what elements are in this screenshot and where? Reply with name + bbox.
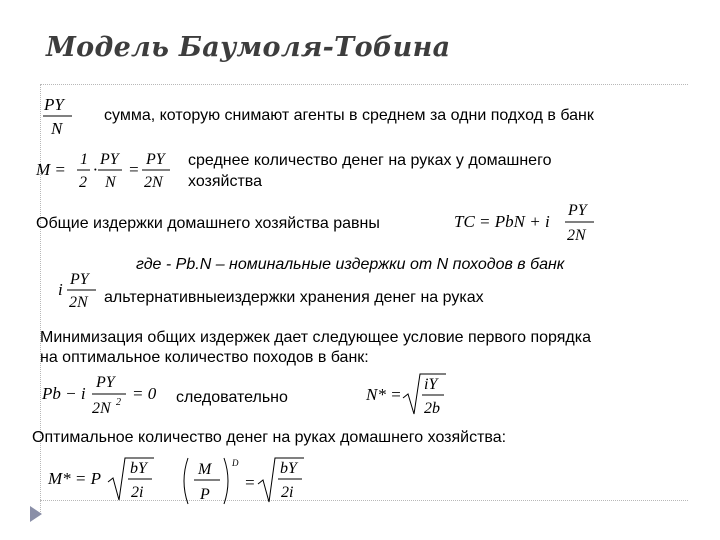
svg-text:PY: PY	[146, 151, 165, 168]
formula-total-costs	[452, 198, 602, 251]
text-alt-costs: альтернативныеиздержки хранения денег на руках	[104, 289, 484, 306]
text-nominal-costs: где - Pb.N – номинальные издержки от N походов в банк	[136, 256, 565, 273]
svg-text:iY: iY	[424, 376, 438, 393]
triangle-right-icon[interactable]	[30, 506, 42, 527]
svg-text:bY: bY	[130, 460, 147, 477]
svg-text:M* = P: M* = P	[48, 469, 102, 488]
svg-text:Pb − i: Pb − i	[42, 384, 86, 403]
text-minimization-line2: на оптимальное количество походов в банк:	[40, 349, 369, 366]
slide-title: Модель Баумоля-Тобина	[46, 32, 451, 63]
text-avg-withdrawal: сумма, которую снимают агенты в среднем за одни подход в банк	[104, 107, 594, 124]
text-therefore: следовательно	[176, 389, 288, 406]
formula-m-star	[46, 452, 156, 511]
svg-text:2i: 2i	[281, 484, 294, 501]
svg-text:2: 2	[116, 397, 121, 408]
svg-text:PY: PY	[96, 374, 115, 391]
svg-text:TC = PbN + i: TC = PbN + i	[454, 212, 550, 231]
formula-numerator: PY	[44, 95, 64, 114]
text-total-costs: Общие издержки домашнего хозяйства равны	[36, 215, 380, 232]
svg-text:2N: 2N	[69, 294, 88, 311]
formula-avg-money	[34, 148, 174, 197]
text-minimization-line1: Минимизация общих издержек дает следующее условие первого порядка	[40, 329, 592, 346]
formula-denominator: N	[51, 119, 63, 138]
svg-text:M: M	[198, 461, 212, 478]
svg-text:2N: 2N	[567, 227, 586, 244]
svg-text:PY: PY	[70, 271, 89, 288]
svg-text:i: i	[58, 280, 63, 299]
svg-text:bY: bY	[280, 460, 297, 477]
text-avg-money-line2: хозяйства	[188, 173, 263, 190]
svg-text:2N: 2N	[144, 174, 163, 191]
formula-m-eq: M =	[36, 160, 66, 179]
svg-text:N: N	[105, 174, 116, 191]
text-avg-money-line1: среднее количество денег на руках у домашнего	[188, 152, 552, 169]
formula-alt-costs	[56, 268, 102, 317]
formula-first-order	[40, 370, 170, 423]
svg-text:D: D	[232, 458, 239, 468]
svg-text:N* =: N* =	[366, 385, 402, 404]
svg-text:·: ·	[93, 160, 98, 179]
svg-text:2N: 2N	[92, 400, 111, 417]
svg-text:2i: 2i	[131, 484, 144, 501]
text-optimal-money: Оптимальное количество денег на руках домашнего хозяйства:	[32, 429, 507, 446]
svg-text:PY: PY	[568, 202, 587, 219]
svg-text:1: 1	[80, 151, 88, 168]
svg-text:PY: PY	[100, 151, 119, 168]
formula-n-star	[364, 368, 450, 425]
svg-text:=: =	[128, 160, 140, 179]
svg-text:= 0: = 0	[132, 384, 157, 403]
svg-text:P: P	[200, 486, 210, 503]
formula-real-money-demand	[178, 452, 308, 517]
svg-text:2: 2	[79, 174, 87, 191]
svg-text:=: =	[244, 473, 256, 492]
formula-py-over-n	[40, 92, 80, 145]
title-underline	[40, 84, 688, 85]
svg-text:2b: 2b	[424, 400, 440, 417]
